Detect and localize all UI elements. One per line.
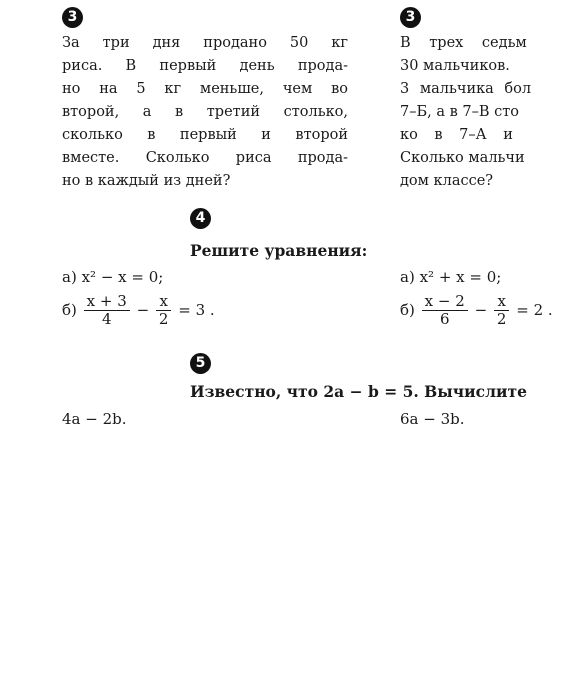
equation-4b-right xyxy=(400,293,553,329)
equation-text: x² − x = 0; xyxy=(81,268,164,286)
fraction-numerator: x + 3 xyxy=(84,293,130,311)
fraction xyxy=(84,293,130,329)
text-line: В трех седьм xyxy=(400,35,527,51)
item-label: а) xyxy=(400,268,415,286)
minus-sign: − xyxy=(474,300,488,319)
text-line: но на 5 кг меньше, чем во xyxy=(62,81,348,97)
equation-text: x² + x = 0; xyxy=(419,268,502,286)
equation-4b-left xyxy=(62,293,215,329)
fraction-denominator: 6 xyxy=(439,310,450,329)
fraction xyxy=(422,293,468,329)
problem-5-right-expression: 6a − 3b. xyxy=(400,410,465,428)
equation-4a-right xyxy=(400,268,501,286)
text-line: дом классе? xyxy=(400,173,494,189)
problem-4-title: Решите уравнения: xyxy=(190,241,368,260)
fraction-numerator: x xyxy=(156,293,172,311)
item-label: а) xyxy=(62,268,77,286)
problem-4-badge: 4 xyxy=(190,208,211,229)
fraction-denominator: 2 xyxy=(496,310,507,329)
text-line: Сколько мальчи xyxy=(400,150,525,166)
problem-3-left-badge: 3 xyxy=(62,7,83,28)
equation-4a-left xyxy=(62,268,163,286)
equation-rhs: = 2 . xyxy=(516,300,553,319)
problem-5-badge: 5 xyxy=(190,353,211,374)
problem-5-left-expression: 4a − 2b. xyxy=(62,410,127,428)
fraction xyxy=(156,293,172,329)
fraction-denominator: 2 xyxy=(158,310,169,329)
text-line: второй, а в третий столько, xyxy=(62,104,348,120)
problem-3-right-badge: 3 xyxy=(400,7,421,28)
fraction xyxy=(494,293,510,329)
equation-rhs: = 3 . xyxy=(178,300,215,319)
text-line: сколько в первый и второй xyxy=(62,127,348,143)
fraction-numerator: x xyxy=(494,293,510,311)
text-line: За три дня продано 50 кг xyxy=(62,35,348,51)
text-line: но в каждый из дней? xyxy=(62,173,231,189)
text-line: 7–Б, а в 7–В сто xyxy=(400,104,519,120)
item-label: б) xyxy=(62,300,77,319)
problem-5-title: Известно, что 2a − b = 5. Вычислите xyxy=(190,382,527,401)
minus-sign: − xyxy=(136,300,150,319)
text-line: ко в 7–А и xyxy=(400,127,513,143)
fraction-denominator: 4 xyxy=(101,310,112,329)
problem-3-left-text xyxy=(62,32,348,193)
fraction-numerator: x − 2 xyxy=(422,293,468,311)
text-line: риса. В первый день прода- xyxy=(62,58,348,74)
problem-3-right-text xyxy=(400,32,563,193)
text-line: вместе. Сколько риса прода- xyxy=(62,150,348,166)
text-line: 30 мальчиков. xyxy=(400,58,510,74)
item-label: б) xyxy=(400,300,415,319)
text-line: 3 мальчика бол xyxy=(400,81,532,97)
